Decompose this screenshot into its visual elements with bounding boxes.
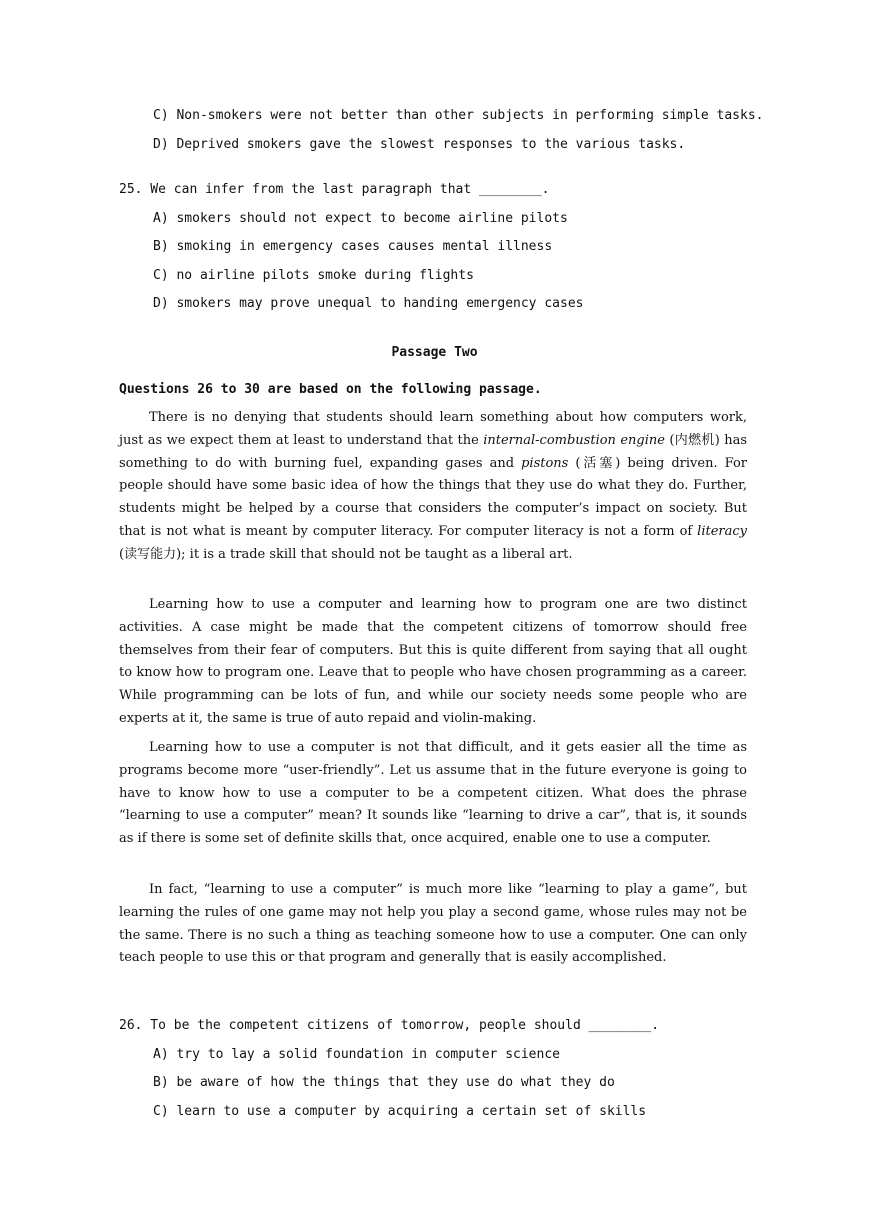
q26-option-a: A) try to lay a solid foundation in computer science [153,1047,560,1062]
q25-option-a: A) smokers should not expect to become airline pilots [153,211,568,226]
passage-paragraph-1 [119,407,747,567]
p1-text-c: (内燃机) has something to do with burning fuel, expanding gases and [119,432,747,471]
passage-paragraph-3: Learning how to use a computer is not that difficult, and it gets easier all the time as programs become more “user-friendly”. Let us assume that in the future everyone is going to have to know how to use a computer to be a competent citizen. What does the phrase “learning to use a computer” mean? It sounds like “learning to drive a car”, that is, it sounds as if there is some set of definite skills that, once acquired, enable one to use a computer. [119,740,747,847]
q26-option-b: B) be aware of how the things that they use do what they do [153,1075,615,1090]
p1-text-e: (活塞) being driven. For people should have some basic idea of how the things that they use do what they do. Further, students might be helped by a course that considers the computer’s impact on society. But that is not what is meant by computer literacy. For computer literacy is not a form of [119,455,747,539]
q26-stem: 26. To be the competent citizens of tomorrow, people should ________. [119,1018,660,1033]
p1-text-a: There is no denying that students should learn something about how computers work, just as we expect them at least to understand that the [119,410,747,448]
passage-instruction: Questions 26 to 30 are based on the following passage. [119,382,542,397]
p1-term-literacy: literacy [697,523,747,539]
q26-option-c: C) learn to use a computer by acquiring a certain set of skills [153,1104,647,1119]
q25-option-d: D) smokers may prove unequal to handing emergency cases [153,296,584,311]
p1-term-pistons: pistons [521,455,569,471]
passage-paragraph-4: In fact, “learning to use a computer” is much more like “learning to play a game”, but learning the rules of one game may not help you play a second game, whose rules may not be the same. There is no such a thing as teaching someone how to use a computer. One can only teach people to use this or that program and generally that is easily accomplished. [119,882,747,966]
p1-text-g: (读写能力); it is a trade skill that should not be taught as a liberal art. [119,546,573,562]
p1-term-engine: internal-combustion engine [483,432,665,448]
q24-option-c: C) Non-smokers were not better than other subjects in performing simple tasks. [153,108,764,123]
passage-title: Passage Two [391,345,478,360]
q25-option-b: B) smoking in emergency cases causes mental illness [153,239,553,254]
passage-paragraph-2: Learning how to use a computer and learning how to program one are two distinct activities. A case might be made that the competent citizens of tomorrow should free themselves from their fear of computers. But this is quite different from saying that all ought to know how to program one. Leave that to people who have chosen programming as a career. While programming can be lots of fun, and while our society needs some people who are experts at it, the same is true of auto repaid and violin-making. [119,597,747,726]
q24-option-d: D) Deprived smokers gave the slowest responses to the various tasks. [153,137,686,152]
q25-stem: 25. We can infer from the last paragraph that ________. [119,182,550,197]
q25-option-c: C) no airline pilots smoke during flights [153,268,474,283]
